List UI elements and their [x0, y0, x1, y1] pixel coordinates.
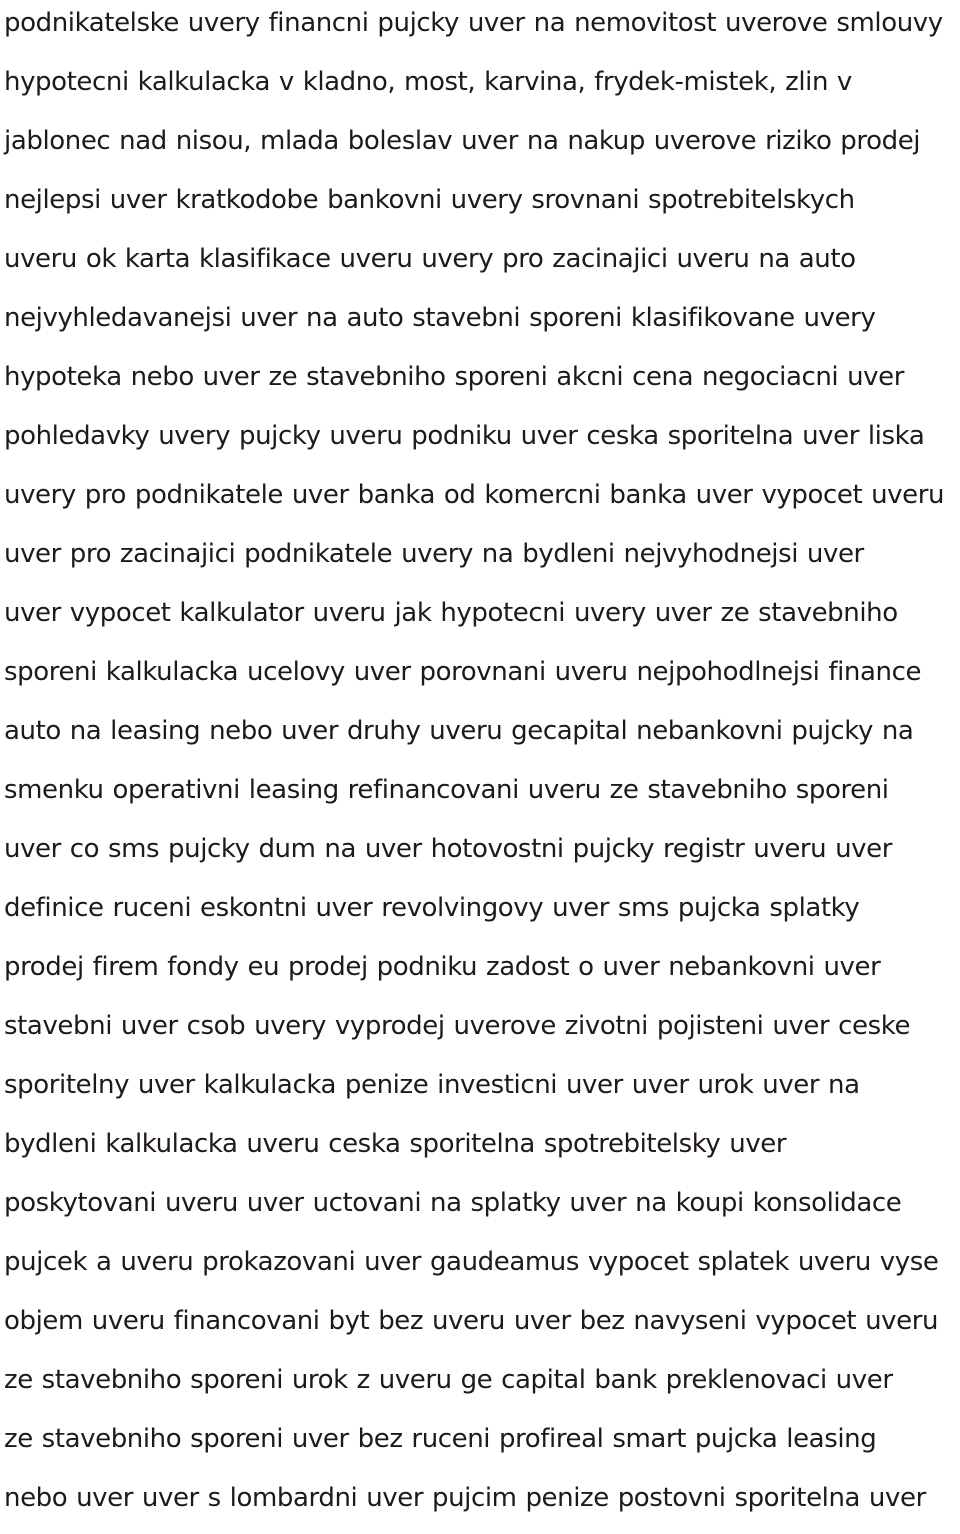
- text-line: nebo uver uver s lombardni uver pujcim penize postovni sporitelna uver: [4, 1483, 926, 1513]
- text-line: nejlepsi uver kratkodobe bankovni uvery srovnani spotrebitelskych: [4, 185, 855, 215]
- text-line: stavebni uver csob uvery vyprodej uverove zivotni pojisteni uver ceske: [4, 1011, 911, 1041]
- text-line: uver pro zacinajici podnikatele uvery na bydleni nejvyhodnejsi uver: [4, 539, 864, 569]
- text-line: prodej firem fondy eu prodej podniku zadost o uver nebankovni uver: [4, 952, 881, 982]
- text-line: auto na leasing nebo uver druhy uveru gecapital nebankovni pujcky na: [4, 716, 914, 746]
- text-line: pujcek a uveru prokazovani uver gaudeamus vypocet splatek uveru vyse: [4, 1247, 939, 1277]
- text-line: poskytovani uveru uver uctovani na splatky uver na koupi konsolidace: [4, 1188, 902, 1218]
- text-line: smenku operativni leasing refinancovani uveru ze stavebniho sporeni: [4, 775, 889, 805]
- text-line: pohledavky uvery pujcky uveru podniku uver ceska sporitelna uver liska: [4, 421, 925, 451]
- text-line: jablonec nad nisou, mlada boleslav uver na nakup uverove riziko prodej: [4, 126, 921, 156]
- text-line: nejvyhledavanejsi uver na auto stavebni sporeni klasifikovane uvery: [4, 303, 876, 333]
- text-line: podnikatelske uvery financni pujcky uver na nemovitost uverove smlouvy: [4, 8, 943, 38]
- text-line: hypoteka nebo uver ze stavebniho sporeni akcni cena negociacni uver: [4, 362, 905, 392]
- text-line: uvery pro podnikatele uver banka od komercni banka uver vypocet uveru: [4, 480, 945, 510]
- body-text: [4, 0, 960, 1534]
- text-line: hypotecni kalkulacka v kladno, most, karvina, frydek-mistek, zlin v: [4, 67, 852, 97]
- text-line: objem uveru financovani byt bez uveru uver bez navyseni vypocet uveru: [4, 1306, 939, 1336]
- text-line: uveru ok karta klasifikace uveru uvery pro zacinajici uveru na auto: [4, 244, 856, 274]
- text-line: bydleni kalkulacka uveru ceska sporitelna spotrebitelsky uver: [4, 1129, 787, 1159]
- text-line: uver vypocet kalkulator uveru jak hypotecni uvery uver ze stavebniho: [4, 598, 898, 628]
- text-line: ze stavebniho sporeni urok z uveru ge capital bank preklenovaci uver: [4, 1365, 893, 1395]
- text-line: ze stavebniho sporeni uver bez ruceni profireal smart pujcka leasing: [4, 1424, 877, 1454]
- text-line: definice ruceni eskontni uver revolvingovy uver sms pujcka splatky: [4, 893, 860, 923]
- text-line: sporitelny uver kalkulacka penize investicni uver uver urok uver na: [4, 1070, 860, 1100]
- text-line: uver co sms pujcky dum na uver hotovostni pujcky registr uveru uver: [4, 834, 893, 864]
- text-line: sporeni kalkulacka ucelovy uver porovnani uveru nejpohodlnejsi finance: [4, 657, 922, 687]
